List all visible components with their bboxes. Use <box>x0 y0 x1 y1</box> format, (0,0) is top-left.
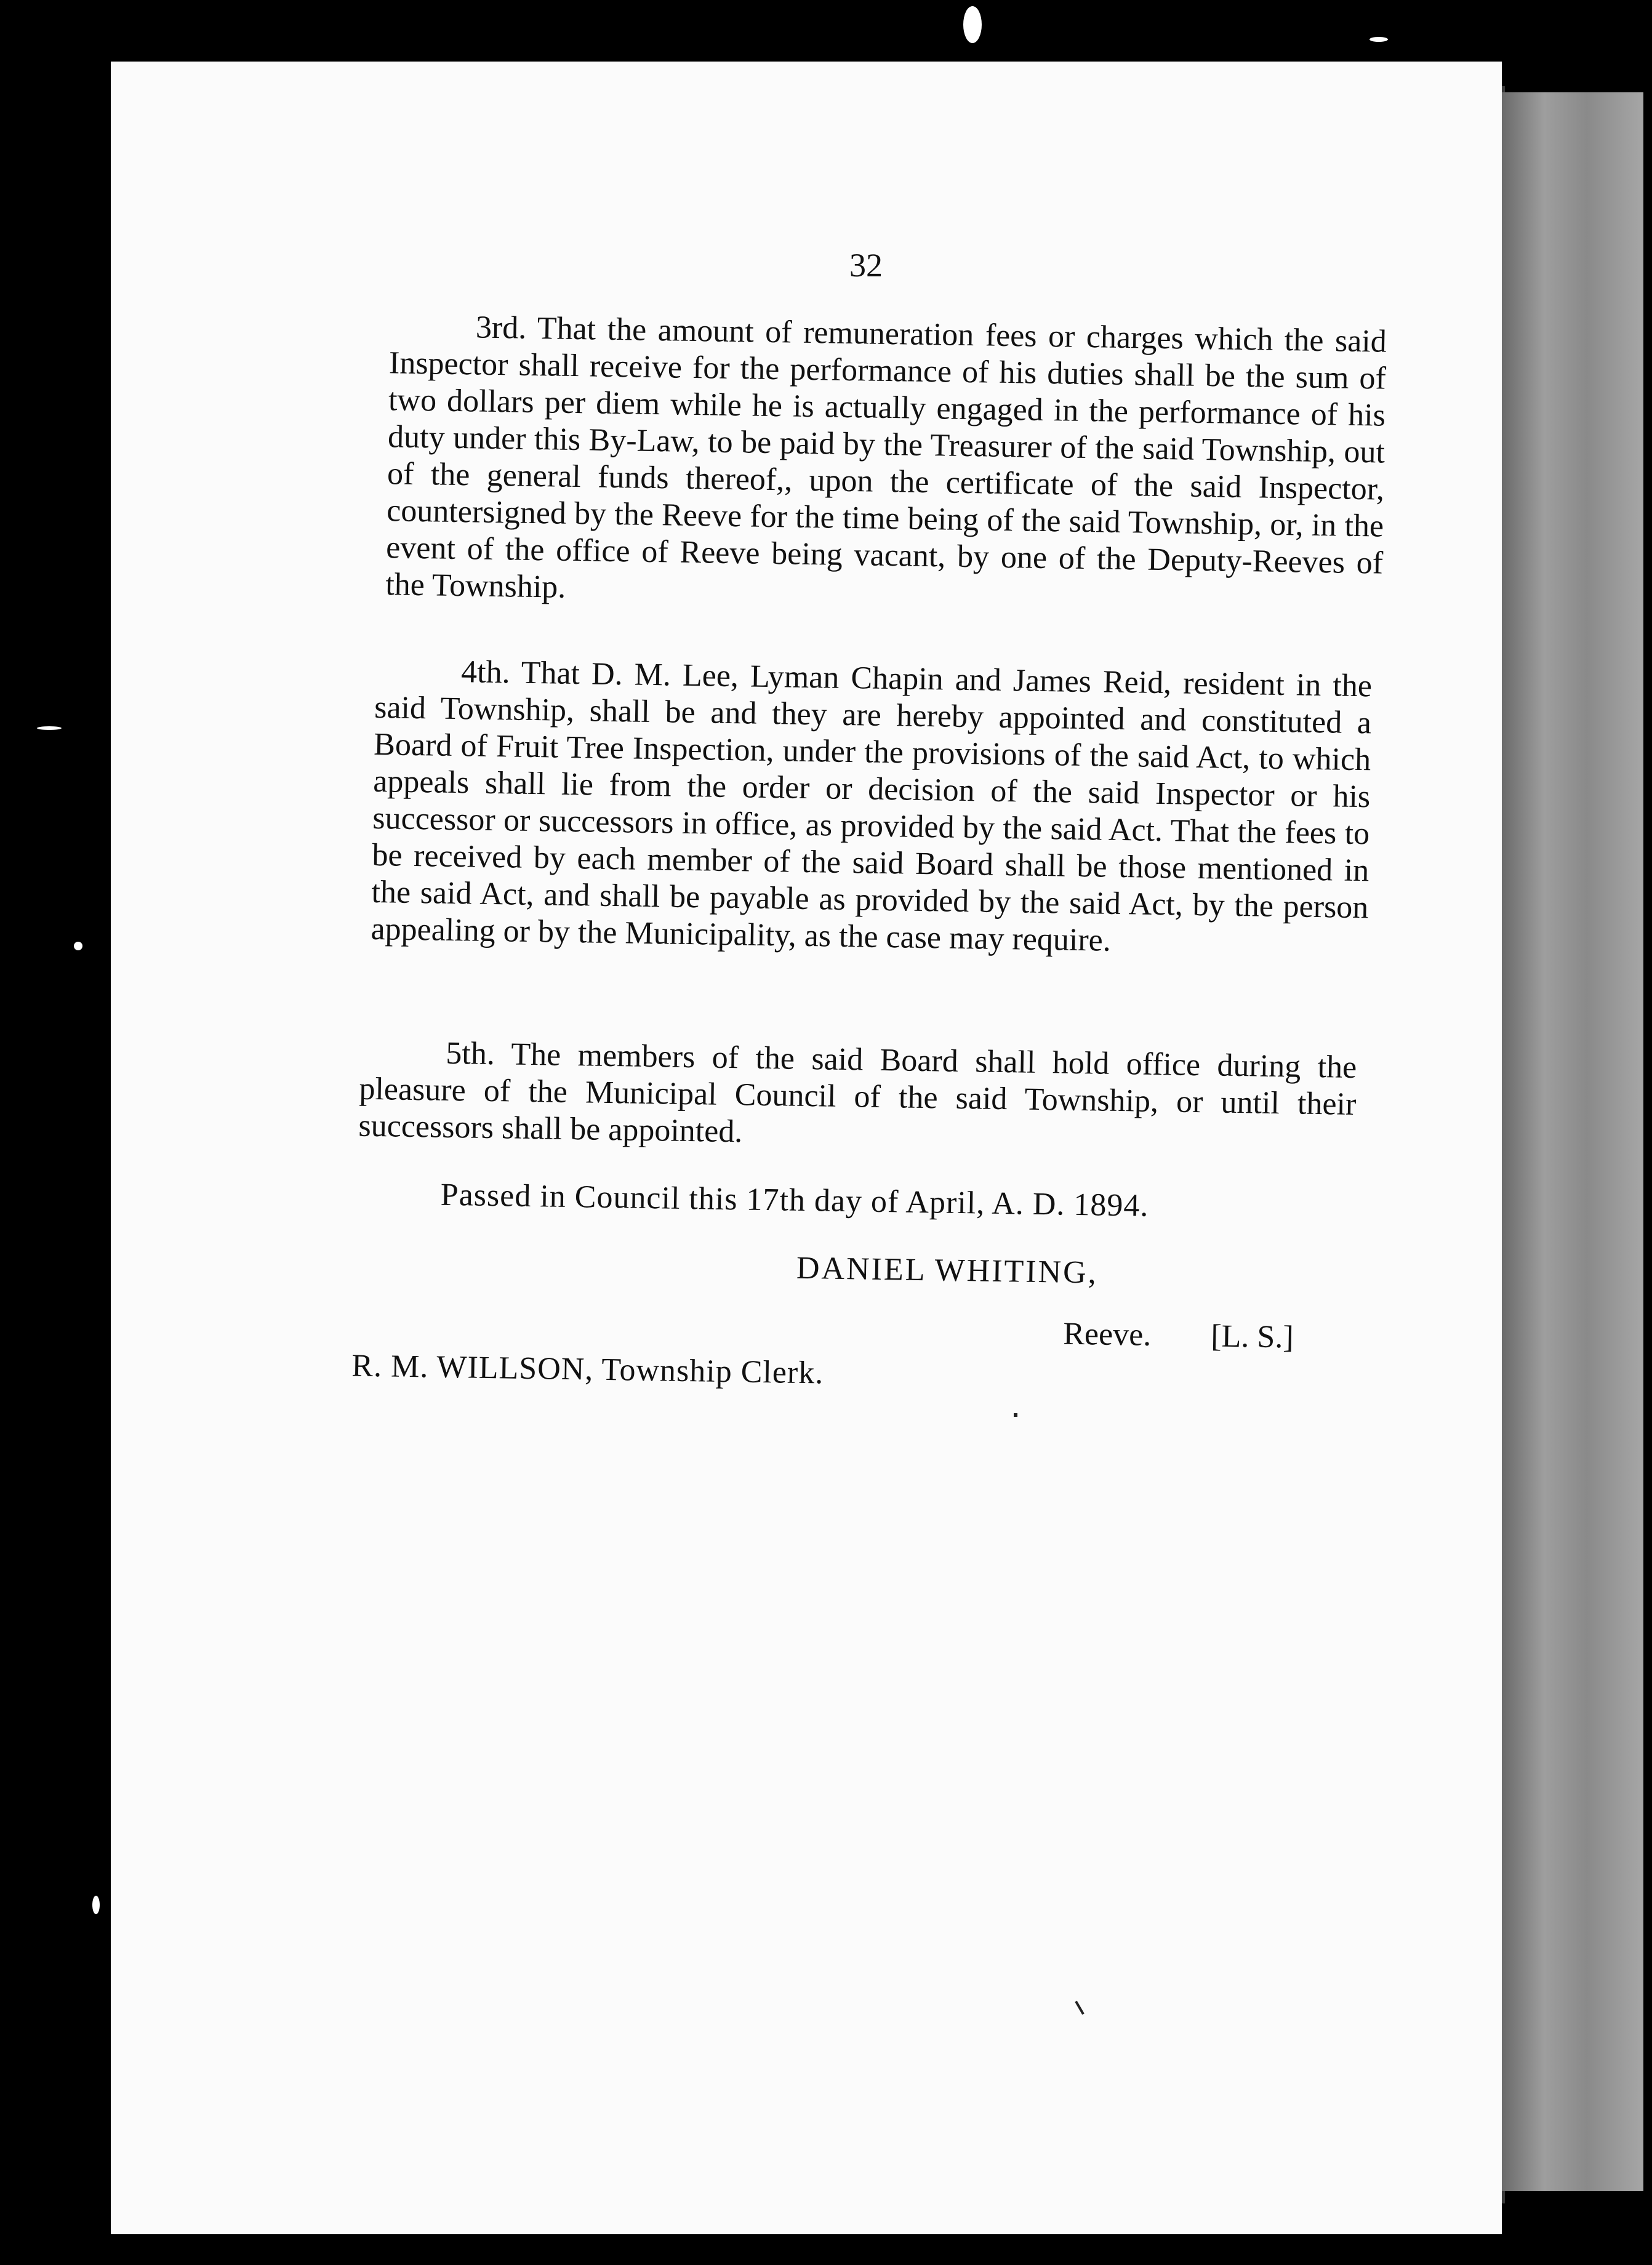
page-number: 32 <box>849 247 883 284</box>
scan-speck <box>1369 37 1388 42</box>
scan-speck <box>74 942 82 950</box>
clerk-title: Township Clerk. <box>601 1352 824 1391</box>
paragraph-third: 3rd. That the amount of remuneration fees or charges which the said Inspector shall receive for the performance of his duties shall be the sum of two dollars per diem while he is actually engaged in the performance of his duty under this By-Law, to be paid by the Treasurer of the said Township, out of the general funds thereof,, upon the certificate of the said Inspector, countersigned by the Reeve for the time being of the said Township, or, in the event of the office of Reeve being vacant, by one of the Deputy-Reeves of the Township. <box>385 310 1387 605</box>
seal-mark: [L. S.] <box>1210 1318 1294 1355</box>
scan-speck <box>37 726 62 730</box>
scan-speck <box>963 6 982 43</box>
clerk-name: R. M. WILLSON, <box>351 1348 594 1387</box>
clerk-line <box>351 1347 824 1392</box>
reeve-name: DANIEL WHITING, <box>796 1250 1099 1291</box>
paragraph-fourth: 4th. That D. M. Lee, Lyman Chapin and James Reid, resident in the said Township, shall be and they are hereby appointed and constituted a Board of Fruit Tree Inspection, under the provisions of the said Act, to which appeals shall lie from the order or decision of the said Inspector or his successor or successors in office, as provided by the said Act. That the fees to be received by each member of the said Board shall be those mentioned in the said Act, and shall be payable as provided by the said Act, by the person appealing or by the Municipality, as the case may require. <box>371 654 1373 958</box>
scan-speck <box>92 1896 100 1914</box>
scan-mark <box>1014 1413 1017 1417</box>
cover-board <box>1502 92 1643 2191</box>
reeve-title: Reeve. <box>1062 1316 1152 1353</box>
passed-statement: Passed in Council this 17th day of April, A. D. 1894. <box>440 1177 1149 1224</box>
paragraph-fifth: 5th. The members of the said Board shall hold office during the pleasure of the Municipal Council of the said Township, or until their successors shall be appointed. <box>358 1035 1357 1150</box>
